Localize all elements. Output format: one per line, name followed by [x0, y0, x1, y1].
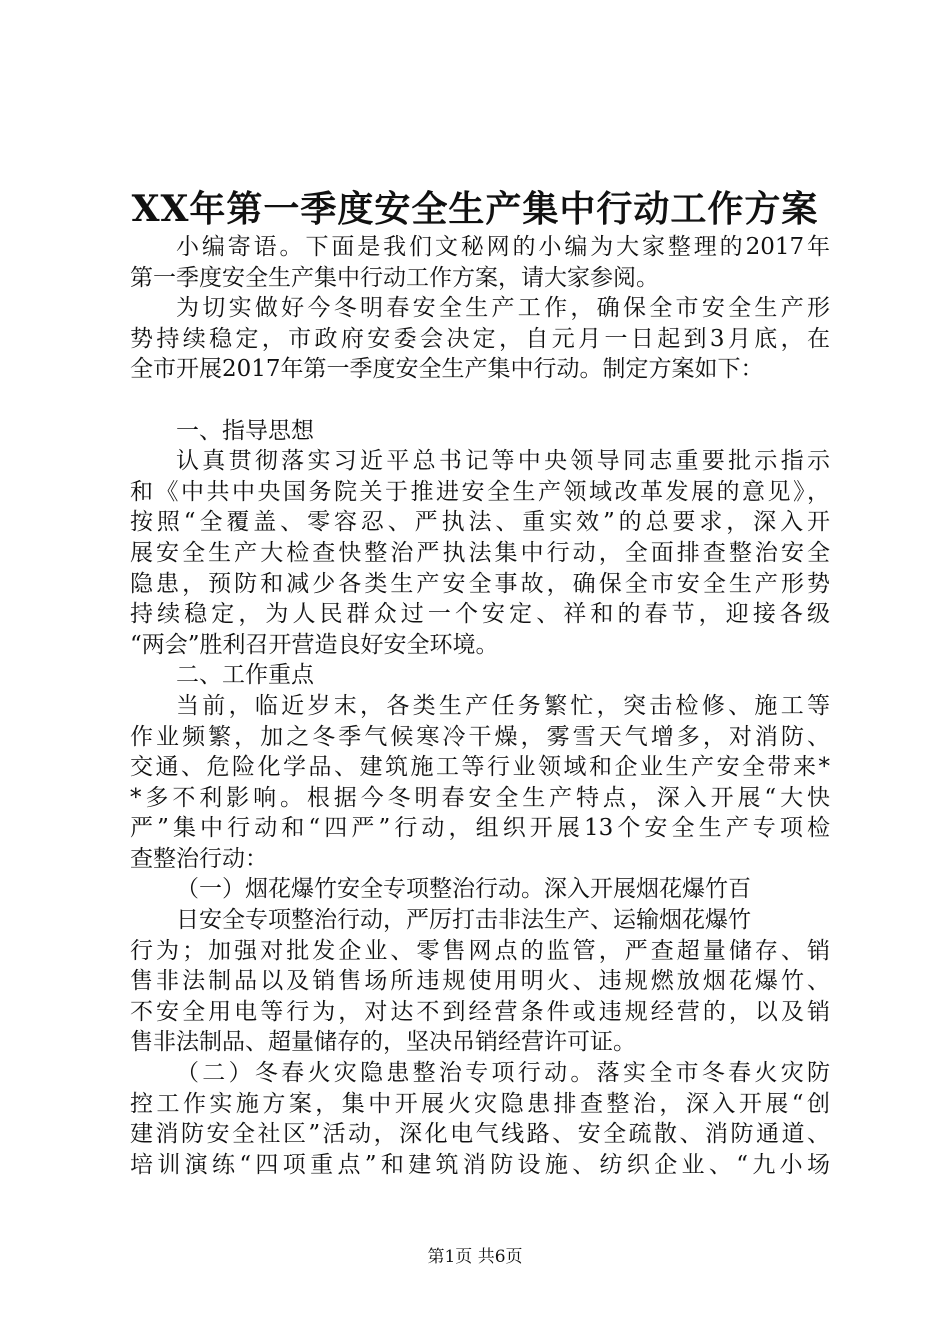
- paragraph-line: 和《中共中央国务院关于推进安全生产领域改革发展的意见》，: [130, 478, 830, 505]
- blank-line: [130, 385, 830, 416]
- paragraph-line: 展安全生产大检查快整治严执法集中行动，全面排查整治安全: [130, 539, 830, 566]
- paragraph-line: 售非法制品、超量储存的，坚决吊销经营许可证。: [130, 1029, 636, 1056]
- paragraph-line: 行为；加强对批发企业、零售网点的监管，严查超量储存、销: [130, 937, 830, 964]
- paragraph-line: 认真贯彻落实习近平总书记等中央领导同志重要批示指示: [176, 448, 830, 475]
- document-title: XX年第一季度安全生产集中行动工作方案: [131, 188, 819, 230]
- document-body: [130, 232, 830, 1180]
- page-footer: 第1页 共6页: [427, 1247, 523, 1267]
- paragraph-line: 售非法制品以及销售场所违规使用明火、违规燃放烟花爆竹、: [130, 968, 830, 995]
- paragraph-line: 建消防安全社区”活动，深化电气线路、安全疏散、消防通道、: [130, 1121, 830, 1148]
- paragraph-line: 第一季度安全生产集中行动工作方案，请大家参阅。: [130, 264, 659, 291]
- paragraph-line: *多不利影响。根据今冬明春安全生产特点，深入开展“大快: [130, 784, 830, 811]
- paragraph-line: 当前，临近岁末，各类生产任务繁忙，突击检修、施工等: [176, 692, 830, 719]
- paragraph-line: 作业频繁，加之冬季气候寒冷干燥，雾雪天气增多，对消防、: [130, 723, 830, 750]
- paragraph-line: 查整治行动：: [130, 845, 268, 872]
- paragraph-line: 培训演练“四项重点”和建筑消防设施、纺织企业、“九小场: [130, 1151, 830, 1178]
- paragraph-line: 为切实做好今冬明春安全生产工作，确保全市安全生产形: [176, 295, 830, 322]
- paragraph-line: 全市开展2017年第一季度安全生产集中行动。制定方案如下：: [130, 356, 764, 383]
- paragraph-line: 日安全专项整治行动，严厉打击非法生产、运输烟花爆竹: [176, 907, 751, 934]
- paragraph-line: 不安全用电等行为，对达不到经营条件或违规经营的，以及销: [130, 998, 830, 1025]
- section-heading: 一、指导思想: [176, 417, 314, 444]
- paragraph-line: 按照“全覆盖、零容忍、严执法、重实效”的总要求，深入开: [130, 509, 830, 536]
- paragraph-line: “两会”胜利召开营造良好安全环境。: [130, 631, 499, 658]
- paragraph-line: 控工作实施方案，集中开展火灾隐患排查整治，深入开展“创: [130, 1090, 830, 1117]
- paragraph-line: 严”集中行动和“四严”行动，组织开展13个安全生产专项检: [130, 815, 830, 842]
- paragraph-line: 持续稳定，为人民群众过一个安定、祥和的春节，迎接各级: [130, 601, 830, 628]
- paragraph-line: 势持续稳定，市政府安委会决定，自元月一日起到3月底，在: [130, 325, 830, 352]
- paragraph-line: 隐患，预防和减少各类生产安全事故，确保全市安全生产形势: [130, 570, 830, 597]
- paragraph-line: 交通、危险化学品、建筑施工等行业领域和企业生产安全带来*: [130, 754, 830, 781]
- section-heading: 二、工作重点: [176, 662, 314, 689]
- paragraph-line: 小编寄语。下面是我们文秘网的小编为大家整理的2017年: [176, 234, 830, 260]
- paragraph-line: （一）烟花爆竹安全专项整治行动。深入开展烟花爆竹百: [176, 876, 751, 903]
- paragraph-line: （二）冬春火灾隐患整治专项行动。落实全市冬春火灾防: [176, 1060, 830, 1087]
